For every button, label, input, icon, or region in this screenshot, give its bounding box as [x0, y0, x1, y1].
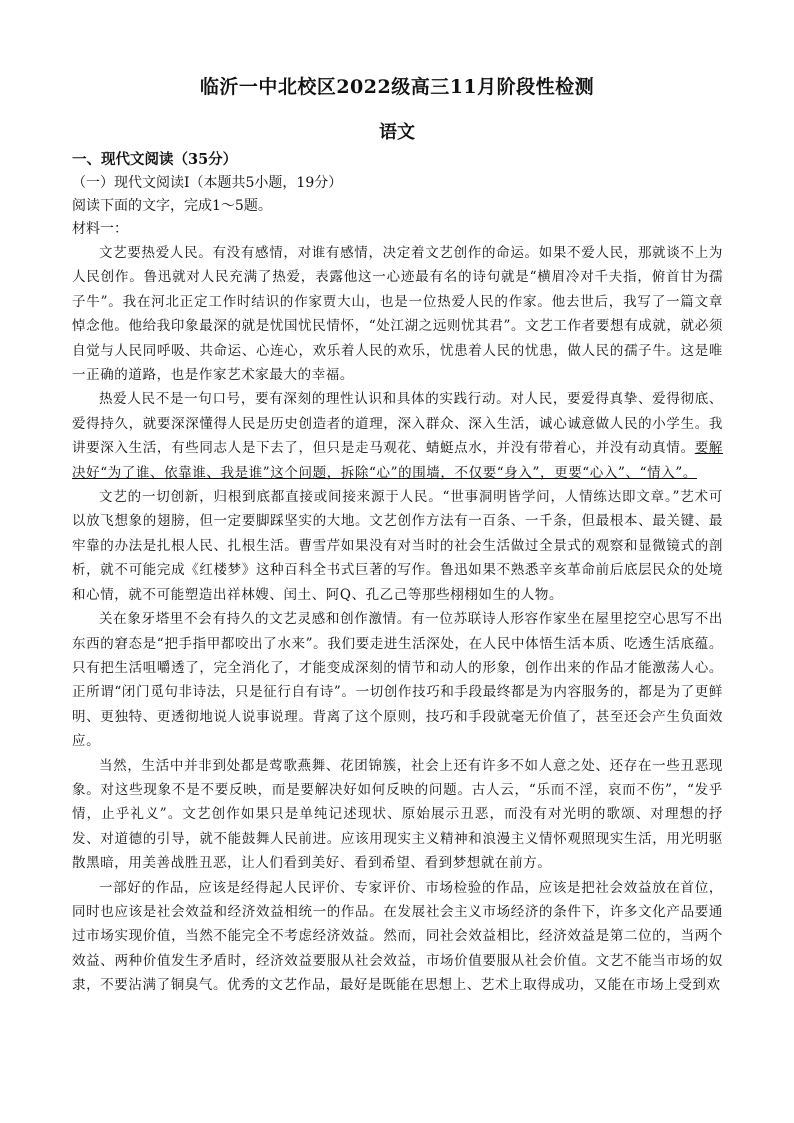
subject-title: 语文 [379, 122, 415, 143]
reading-instruction: 阅读下面的文字，完成1～5题。 [72, 198, 272, 214]
exam-title: 临沂一中北校区2022级高三11月阶段性检测 [199, 76, 595, 98]
paragraph-2 [72, 387, 723, 485]
paragraph-6: 一部好的作品，应该是经得起人民评价、专家评价、市场检验的作品，应该是把社会效益放在首位，同时也应该是社会效益和经济效益相统一的作品。在发展社会主义市场经济的条件下，许多文化产品要通过市场实现价值，当然不能完全不考虑经济效益。然而，同社会效益相比，经济效益是第二位的，当两个效益、两种价值发生矛盾时，经济效益要服从社会效益，市场价值要服从社会价值。文艺不能当市场的奴隶，不要沾满了铜臭气。优秀的文艺作品，最好是既能在思想上、艺术上取得成功，又能在市场上受到欢 [72, 879, 723, 994]
paragraph-3: 文艺的一切创新，归根到底都直接或间接来源于人民。“世事洞明皆学问，人情练达即文章。”艺术可以放飞想象的翅膀，但一定要脚踩坚实的大地。文艺创作方法有一百条、一千条，但最根本、最关键、最牢靠的办法是扎根人民、扎根生活。曹雪芹如果没有对当时的社会生活做过全景式的观察和显微镜式的剖析，就不可能完成《红楼梦》这种百科全书式巨著的写作。鲁迅如果不熟悉辛亥革命前后底层民众的处境和心情，就不可能塑造出祥林嫂、闰土、阿Q、孔乙己等那些栩栩如生的人物。 [72, 489, 723, 603]
paragraph-2-underlined: 要解决好“为了谁、依靠谁、我是谁”这个问题，拆除“心”的围墙，不仅要“身入”，更要“心入”、“情入”。 [72, 440, 724, 481]
paragraph-5: 当然，生活中并非到处都是莺歌燕舞、花团锦簇，社会上还有许多不如人意之处、还存在一些丑恶现象。对这些现象不是不要反映，而是要解决好如何反映的问题。古人云，“乐而不淫，哀而不伤”，“发乎情，止乎礼义”。文艺创作如果只是单纯记述现状、原始展示丑恶，而没有对光明的歌颂、对理想的抒发、对道德的引导，就不能鼓舞人民前进。应该用现实主义精神和浪漫主义情怀观照现实生活，用光明驱散黑暗，用美善战胜丑恶，让人们看到美好、看到希望、看到梦想就在前方。 [72, 757, 723, 872]
paragraph-1: 文艺要热爱人民。有没有感情，对谁有感情，决定着文艺创作的命运。如果不爱人民，那就谈不上为人民创作。鲁迅就对人民充满了热爱，表露他这一心迹最有名的诗句就是“横眉冷对千夫指，俯首甘为孺子牛”。我在河北正定工作时结识的作家贾大山，也是一位热爱人民的作家。他去世后，我写了一篇文章悼念他。他给我印象最深的就是忧国忧民情怀，“处江湖之远则忧其君”。文艺工作者要想有成就，就必须自觉与人民同呼吸、共命运、心连心，欢乐着人民的欢乐，忧患着人民的忧患，做人民的孺子牛。这是唯一正确的道路，也是作家艺术家最大的幸福。 [72, 245, 723, 384]
paragraph-2-text: 热爱人民不是一句口号，要有深刻的理性认识和具体的实践行动。对人民，要爱得真挚、爱得彻底、爱得持久，就要深深懂得人民是历史创造者的道理，深入群众、深入生活，诚心诚意做人民的小学生。我讲要深入生活，有些同志人是下去了，但只是走马观花、蜻蜓点水，并没有带着心，并没有动真情。 [72, 391, 723, 457]
section-heading: 一、现代文阅读（35分） [72, 151, 238, 168]
section-subheading: （一）现代文阅读Ⅰ（本题共5小题，19分） [72, 175, 343, 191]
paragraph-4: 关在象牙塔里不会有持久的文艺灵感和创作激情。有一位苏联诗人形容作家坐在屋里挖空心思写不出东西的窘态是“把手指甲都咬出了水来”。我们要走进生活深处，在人民中体悟生活本质、吃透生活底蕴。只有把生活咀嚼透了，完全消化了，才能变成深刻的情节和动人的形象，创作出来的作品才能激荡人心。正所谓“闭门觅句非诗法，只是征行自有诗”。一切创作技巧和手段最终都是为内容服务的，都是为了更鲜明、更独特、更透彻地说人说事说理。背离了这个原则，技巧和手段就毫无价值了，甚至还会产生负面效应。 [72, 611, 723, 750]
article-body [72, 241, 723, 998]
material-label: 材料一： [72, 221, 128, 237]
